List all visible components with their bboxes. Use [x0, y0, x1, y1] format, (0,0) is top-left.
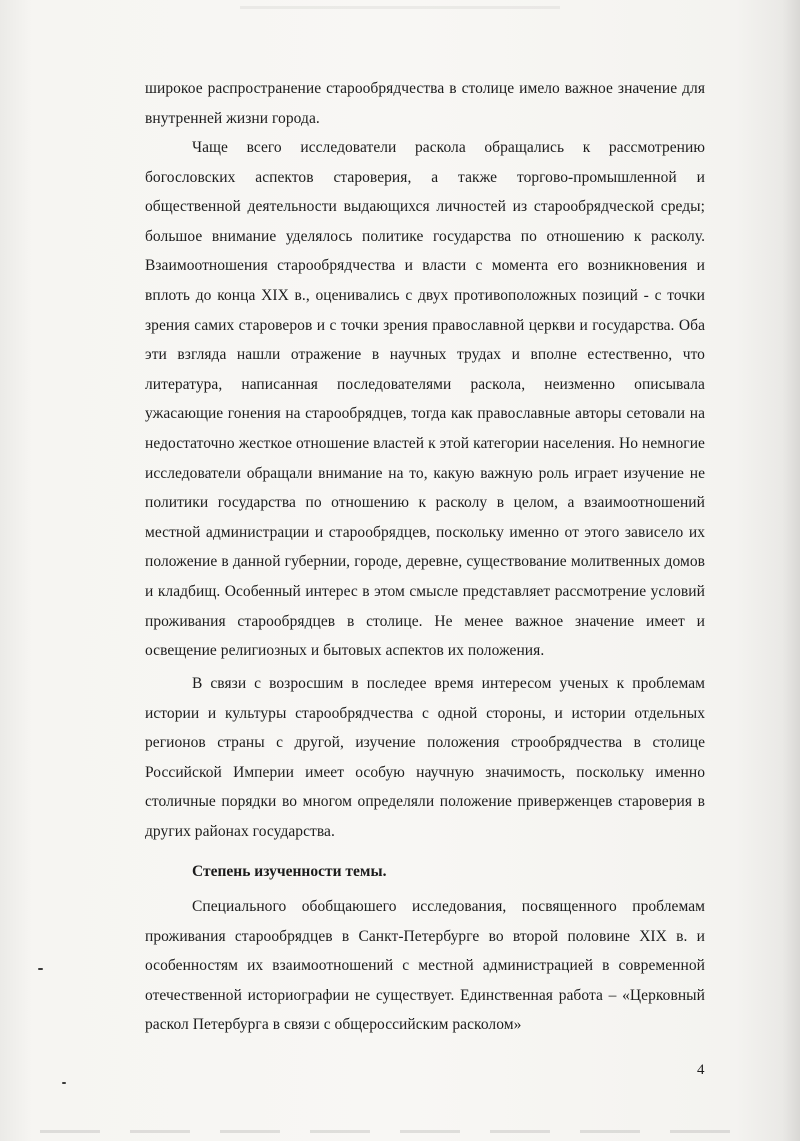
paragraph-text: Специального обобщаюшего исследования, посвященного проблемам проживания старообрядцев в Санкт-Петербурге во второй половине XIX в. и особенностям их взаимоотношений с местной администрацией в современной отечественной историографии не существует. Единственная работа – «Церковный раскол Петербурга в связи с общероссийским расколом»	[145, 898, 705, 1034]
page-number: 4	[697, 1062, 705, 1078]
scan-artifact-top	[240, 6, 560, 9]
scan-speck	[38, 968, 43, 970]
paragraph-1	[145, 133, 705, 666]
paragraph-text: Чаще всего исследователи раскола обращались к рассмотрению богословских аспектов староверия, а также торгово-промышленной и общественной деятельности выдающихся личностей из старообрядческой среды; большое внимание уделялось политике государства по отношению к расколу. Взаимоотношения старообрядчества и власти с момента его возникновения и вплоть до конца XIX в., оценивались с двух противоположных позиций - с точки зрения самих староверов и с точки зрения православной церкви и государства. Оба эти взгляда нашли отражение в научных трудах и вполне естественно, что литература, написанная последователями раскола, неизменно описывала ужасающие гонения на старообрядцев, тогда как православные авторы сетовали на недостаточно жесткое отношение властей к этой категории населения. Но немногие исследователи обращали внимание на то, какую важную роль играет изучение не политики государства по отношению к расколу в целом, а взаимоотношений местной администрации и старообрядцев, поскольку именно от этого зависело их положение в данной губернии, городе, деревне, существование молитвенных домов и кладбищ. Особенный интерес в этом смысле представляет рассмотрение условий проживания старообрядцев в столице. Не менее важное значение имеет и освещение религиозных и бытовых аспектов их положения.	[145, 139, 705, 660]
section-heading: Степень изученности темы.	[192, 863, 387, 880]
paragraph-continuation	[145, 74, 705, 133]
scan-artifact-bottom	[40, 1130, 760, 1133]
scan-edge-shadow	[782, 0, 800, 1141]
paragraph-2	[145, 669, 705, 847]
paragraph-3	[145, 892, 705, 1040]
scan-speck	[62, 1082, 66, 1084]
paragraph-text: В связи с возросшим в последее время интересом ученых к проблемам истории и культуры старообрядчества с одной стороны, и истории отдельных регионов страны с другой, изучение положения строобрядчества в столице Российской Империи имеет особую научную значимость, поскольку именно столичные порядки во многом определяли положение приверженцев староверия в других районах государства.	[145, 675, 705, 840]
paragraph-text: широкое распространение старообрядчества в столице имело важное значение для внутренней жизни города.	[145, 80, 705, 127]
